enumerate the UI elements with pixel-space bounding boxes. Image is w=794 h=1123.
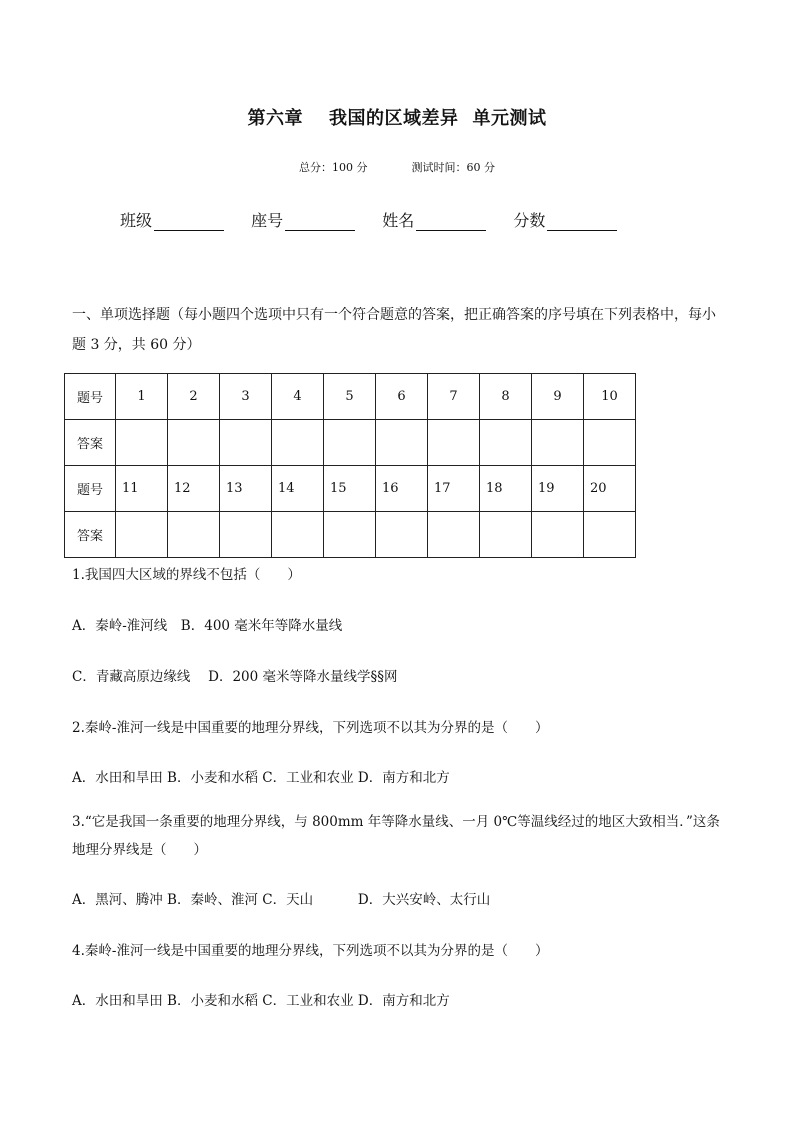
- question-number: 9: [532, 374, 584, 420]
- score-field[interactable]: 分数: [513, 208, 617, 231]
- answer-cell[interactable]: [480, 512, 532, 558]
- answer-cell[interactable]: [220, 512, 272, 558]
- answer-table: [64, 373, 636, 558]
- class-field[interactable]: 班级: [120, 208, 224, 231]
- answer-cell[interactable]: [116, 420, 168, 466]
- answer-cell[interactable]: [376, 512, 428, 558]
- answer-cell[interactable]: [376, 420, 428, 466]
- question-number: 5: [324, 374, 376, 420]
- question-number: 17: [428, 466, 480, 512]
- answer-cell[interactable]: [272, 420, 324, 466]
- chapter-name: 我国的区域差异: [329, 108, 459, 129]
- question-number: 10: [584, 374, 636, 420]
- question-number: 16: [376, 466, 428, 512]
- question-number: 12: [168, 466, 220, 512]
- question-stem: 2.秦岭-淮河一线是中国重要的地理分界线，下列选项不以其为分界的是（ ）: [72, 720, 549, 736]
- time-limit: 测试时间：60 分: [411, 161, 495, 174]
- question-options: A．黑河、腾冲 B．秦岭、淮河 C．天山 D．大兴安岭、太行山: [72, 892, 491, 908]
- answer-cell[interactable]: [428, 420, 480, 466]
- row-label: 答案: [65, 420, 116, 466]
- table-row: [65, 512, 636, 558]
- answer-cell[interactable]: [584, 420, 636, 466]
- row-label: 题号: [65, 466, 116, 512]
- table-row: [65, 374, 636, 420]
- question-number: 19: [532, 466, 584, 512]
- answer-cell[interactable]: [428, 512, 480, 558]
- answer-cell[interactable]: [168, 512, 220, 558]
- test-type: 单元测试: [472, 108, 547, 129]
- question-number: 4: [272, 374, 324, 420]
- question-number: 3: [220, 374, 272, 420]
- student-info-fields: [120, 208, 639, 231]
- total-score: 总分：100 分: [299, 161, 368, 174]
- question-number: 15: [324, 466, 376, 512]
- question-number: 2: [168, 374, 220, 420]
- question-number: 7: [428, 374, 480, 420]
- name-field[interactable]: 姓名: [382, 208, 486, 231]
- section-heading: 一、单项选择题（每小题四个选项中只有一个符合题意的答案，把正确答案的序号填在下列表格中，每小题 3 分，共 60 分）: [72, 307, 716, 353]
- chapter-number: 第六章: [247, 108, 303, 129]
- answer-cell[interactable]: [480, 420, 532, 466]
- question-stem: 1.我国四大区域的界线不包括（ ）: [72, 567, 301, 583]
- question-options: A．秦岭-淮河线 B．400 毫米年等降水量线: [72, 618, 343, 634]
- answer-cell[interactable]: [324, 420, 376, 466]
- question-options: C．青藏高原边缘线 D．200 毫米等降水量线学§§网: [72, 669, 398, 685]
- question-number: 8: [480, 374, 532, 420]
- question-number: 20: [584, 466, 636, 512]
- answer-cell[interactable]: [220, 420, 272, 466]
- answer-cell[interactable]: [532, 420, 584, 466]
- row-label: 题号: [65, 374, 116, 420]
- question-number: 13: [220, 466, 272, 512]
- question-number: 6: [376, 374, 428, 420]
- answer-cell[interactable]: [272, 512, 324, 558]
- answer-cell[interactable]: [324, 512, 376, 558]
- exam-meta: [0, 159, 794, 175]
- question-number: 14: [272, 466, 324, 512]
- table-row: [65, 466, 636, 512]
- page-title: [0, 104, 794, 130]
- question-stem: 4.秦岭-淮河一线是中国重要的地理分界线，下列选项不以其为分界的是（ ）: [72, 943, 549, 959]
- answer-cell[interactable]: [116, 512, 168, 558]
- question-number: 18: [480, 466, 532, 512]
- question-number: 11: [116, 466, 168, 512]
- question-number: 1: [116, 374, 168, 420]
- answer-cell[interactable]: [532, 512, 584, 558]
- row-label: 答案: [65, 512, 116, 558]
- answer-cell[interactable]: [584, 512, 636, 558]
- question-options: A．水田和旱田 B．小麦和水稻 C．工业和农业 D．南方和北方: [72, 993, 450, 1009]
- table-row: [65, 420, 636, 466]
- question-stem: 3.“它是我国一条重要的地理分界线，与 800mm 年等降水量线、一月 0℃等温线经过的地区大致相当．”这条地理分界线是（ ）: [72, 814, 720, 858]
- answer-cell[interactable]: [168, 420, 220, 466]
- seat-field[interactable]: 座号: [251, 208, 355, 231]
- question-options: A．水田和旱田 B．小麦和水稻 C．工业和农业 D．南方和北方: [72, 770, 450, 786]
